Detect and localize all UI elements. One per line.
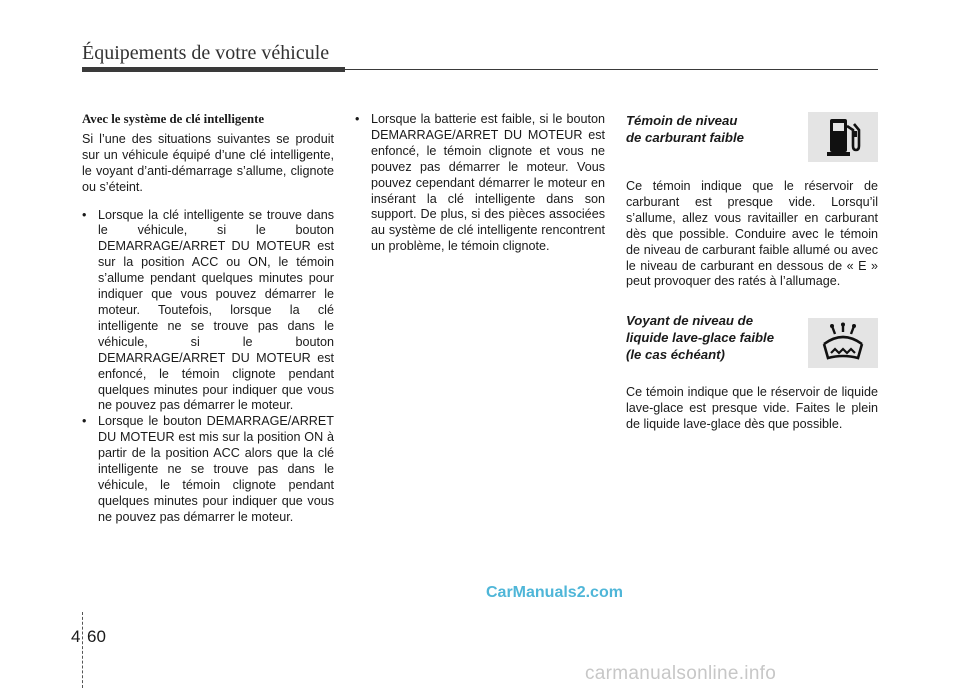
column-left <box>82 112 334 526</box>
smart-key-intro: Si l’une des situations suivantes se produit sur un véhicule équipé d’une clé intelligente, le voyant d’anti-démarrage s’allume, clignote ou s’éteint. <box>82 131 334 194</box>
page-number: 60 <box>87 627 106 646</box>
washer-warning-title <box>626 312 806 363</box>
footer-divider <box>82 612 83 688</box>
column-middle <box>355 112 605 255</box>
header-rule <box>82 69 878 70</box>
fuel-warning-section <box>626 112 878 290</box>
washer-warning-text: Ce témoin indique que le réservoir de liquide lave-glace est presque vide. Faites le plein de liquide lave-glace dès que possible. <box>626 385 878 432</box>
column-right <box>626 112 878 433</box>
fuel-pump-icon <box>808 112 878 162</box>
washer-fluid-icon <box>808 318 878 368</box>
smart-key-subheading: Avec le système de clé intelligente <box>82 112 265 126</box>
list-item: • Lorsque la clé intelligente se trouve dans le véhicule, si le bouton DEMARRAGE/ARRET DU MOTEUR est sur la position ACC ou ON, le témoin s’allume pendant quelques minutes pour indiquer que vous pouvez démarrer le moteur. Toutefois, lorsque la clé intelligente ne se trouve pas dans le véhicule, si le bouton DEMARRAGE/ARRET DU MOTEUR est enfoncé, le témoin clignote pendant quelques minutes pour indiquer que vous ne pouvez pas démarrer le moteur. <box>82 208 334 415</box>
carmanualsonline-watermark: carmanualsonline.info <box>585 663 777 684</box>
fuel-warning-title <box>626 112 806 146</box>
chapter-number: 4 <box>71 627 81 646</box>
washer-title-line: liquide lave-glace faible <box>626 330 775 346</box>
fuel-warning-text: Ce témoin indique que le réservoir de carburant est presque vide. Lorsqu’il s’allume, allez vous ravitailler en carburant dès que possible. Conduire avec le témoin de niveau de carburant faible allumé ou avec le niveau de carburant en dessous de « E » peut provoquer des ratés à l’allumage. <box>626 179 878 289</box>
washer-title-line: (le cas échéant) <box>626 347 725 363</box>
fuel-title-line: Témoin de niveau <box>626 113 738 128</box>
fuel-title-line: de carburant faible <box>626 130 744 145</box>
smart-key-bullet-list <box>82 208 334 526</box>
battery-bullet-list <box>355 112 605 255</box>
list-item: • Lorsque le bouton DEMARRAGE/ARRET DU MOTEUR est mis sur la position ON à partir de la position ACC alors que la clé intelligente ne se trouve pas dans le véhicule, le témoin clignote pendant quelques minutes pour indiquer que vous ne pouvez pas démarrer le moteur. <box>82 414 334 525</box>
washer-title-line: Voyant de niveau de <box>626 313 754 329</box>
carmanuals2-watermark: CarManuals2.com <box>486 584 623 601</box>
list-item: • Lorsque la batterie est faible, si le bouton DEMARRAGE/ARRET DU MOTEUR est enfoncé, le témoin clignote et vous ne pouvez pas démarrer le moteur. Vous pouvez cependant démarrer le moteur en insérant la clé intelligente dans son support. De plus, si des pièces associées au système de clé intelligente rencontrent un problème, le témoin clignote. <box>355 112 605 255</box>
page-header-title: Équipements de votre véhicule <box>82 42 330 64</box>
